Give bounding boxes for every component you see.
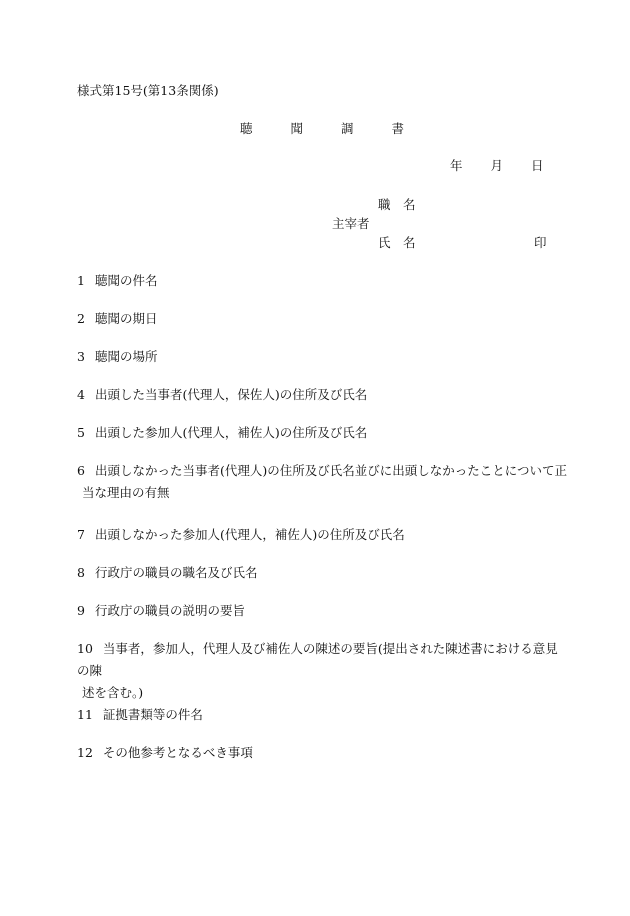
date-month: 月 xyxy=(490,158,504,173)
list-item xyxy=(77,524,557,546)
title-char: 聴 xyxy=(240,121,253,136)
item-number: 11 xyxy=(77,707,93,722)
item-number: 3 xyxy=(77,349,85,364)
item-text: 聴聞の期日 xyxy=(94,311,158,326)
date-year: 年 xyxy=(450,158,463,173)
item-text: 行政庁の職員の説明の要旨 xyxy=(94,603,245,618)
seal-mark: 印 xyxy=(534,235,547,250)
item-number: 8 xyxy=(77,565,85,580)
list-item xyxy=(77,422,557,444)
title-char: 書 xyxy=(391,121,405,136)
item-text: 当事者，参加人，代理人及び補佐人の陳述の要旨(提出された陳述書における意見の陳 xyxy=(77,641,558,678)
item-text: 聴聞の件名 xyxy=(94,273,158,288)
item-number: 6 xyxy=(77,463,85,478)
form-number: 様式第15号(第13条関係) xyxy=(77,83,219,98)
item-number: 9 xyxy=(77,603,85,618)
post-label: 職 名 xyxy=(378,197,416,212)
date-line xyxy=(450,160,572,173)
date-day: 日 xyxy=(531,158,544,173)
name-label: 氏 名 xyxy=(378,235,416,250)
list-item xyxy=(77,562,557,584)
list-item xyxy=(77,308,557,330)
list-item xyxy=(77,704,557,726)
item-text: 聴聞の場所 xyxy=(94,349,158,364)
item-text: 行政庁の職員の職名及び氏名 xyxy=(94,565,258,580)
list-item xyxy=(77,638,567,704)
title-char: 聞 xyxy=(290,121,304,136)
item-text: 証拠書類等の件名 xyxy=(102,707,203,722)
item-text: 出頭しなかった当事者(代理人)の住所及び氏名並びに出頭しなかったことについて正 xyxy=(94,463,567,478)
item-text: その他参考となるべき事項 xyxy=(102,745,253,760)
item-number: 10 xyxy=(77,641,93,656)
item-text: 出頭しなかった参加人(代理人，補佐人)の住所及び氏名 xyxy=(94,527,405,542)
item-number: 2 xyxy=(77,311,85,326)
list-item xyxy=(77,600,557,622)
item-number: 1 xyxy=(77,273,85,288)
document-title xyxy=(240,123,442,136)
presider-label: 主宰者 xyxy=(332,216,370,231)
item-text: 出頭した当事者(代理人，保佐人)の住所及び氏名 xyxy=(94,387,368,402)
item-text-continued: 述を含む。) xyxy=(82,685,144,700)
list-item xyxy=(77,460,567,504)
list-item xyxy=(77,384,557,406)
list-item xyxy=(77,346,557,368)
item-number: 4 xyxy=(77,387,85,402)
list-item xyxy=(77,742,557,764)
item-text-continued: 当な理由の有無 xyxy=(82,485,170,500)
title-char: 調 xyxy=(341,121,354,136)
item-number: 5 xyxy=(77,425,85,440)
item-number: 7 xyxy=(77,527,85,542)
item-text: 出頭した参加人(代理人，補佐人)の住所及び氏名 xyxy=(94,425,368,440)
item-number: 12 xyxy=(77,745,93,760)
list-item xyxy=(77,270,557,292)
